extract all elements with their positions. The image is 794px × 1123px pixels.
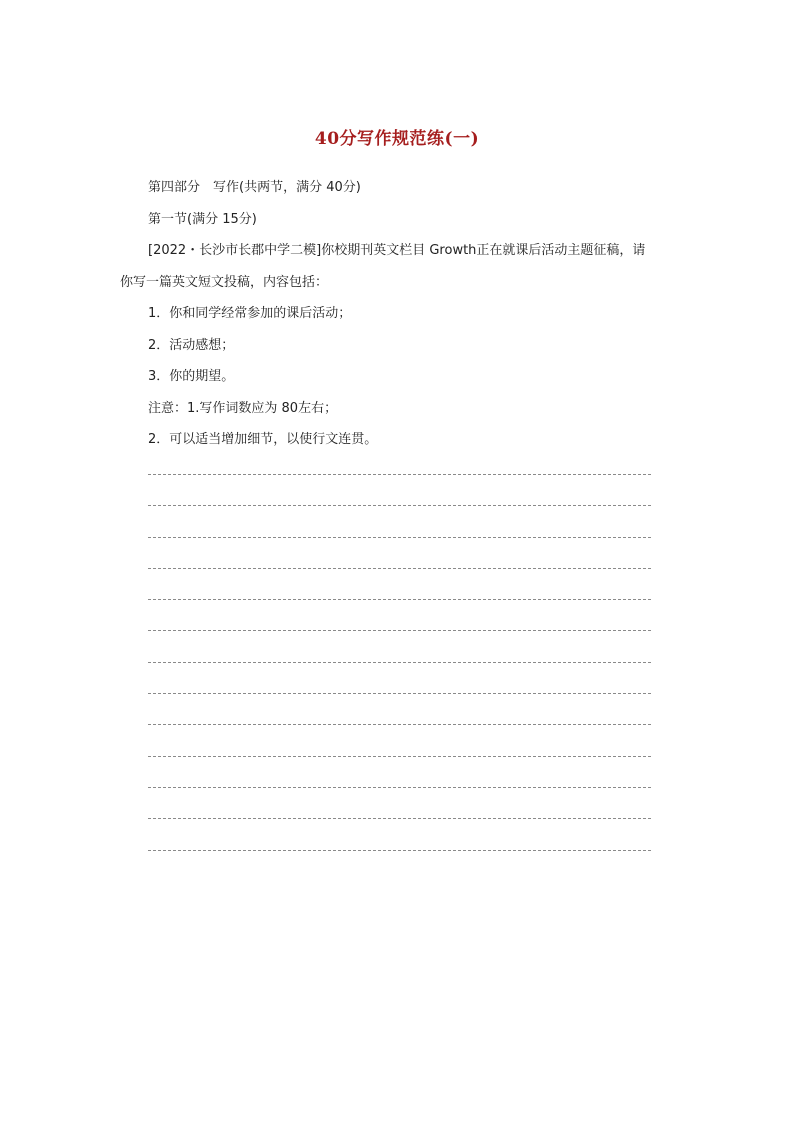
writing-line[interactable]	[148, 505, 651, 506]
prompt-text-line-2: 你写一篇英文短文投稿，内容包括：	[120, 274, 329, 290]
writing-line[interactable]	[148, 756, 651, 757]
prompt-text-line-1: [2022・长沙市长郡中学二模]你校期刊英文栏目 Growth正在就课后活动主题征稿，请	[148, 243, 646, 258]
writing-line[interactable]	[148, 537, 651, 538]
section-header: 第四部分 写作(共两节，满分 40分)	[148, 180, 361, 195]
writing-line[interactable]	[148, 662, 651, 663]
writing-line[interactable]	[148, 787, 651, 788]
note-line-1: 注意：1.写作词数应为 80左右；	[148, 400, 338, 416]
writing-line[interactable]	[148, 599, 651, 600]
writing-area[interactable]	[148, 474, 651, 881]
writing-line[interactable]	[148, 724, 651, 725]
writing-line[interactable]	[148, 693, 651, 694]
page-title: 40分写作规范练(一)	[314, 129, 480, 149]
writing-line[interactable]	[148, 850, 651, 851]
writing-line[interactable]	[148, 474, 651, 475]
writing-line[interactable]	[148, 568, 651, 569]
question-body	[120, 176, 680, 460]
note-line-2: 2．可以适当增加细节，以使行文连贯。	[148, 432, 378, 447]
content-point-2: 2．活动感想；	[148, 337, 235, 353]
writing-line[interactable]	[148, 630, 651, 631]
writing-line[interactable]	[148, 818, 651, 819]
subsection-header: 第一节(满分 15分)	[148, 211, 257, 227]
content-point-3: 3．你的期望。	[148, 369, 235, 384]
content-point-1: 1．你和同学经常参加的课后活动；	[148, 306, 352, 321]
